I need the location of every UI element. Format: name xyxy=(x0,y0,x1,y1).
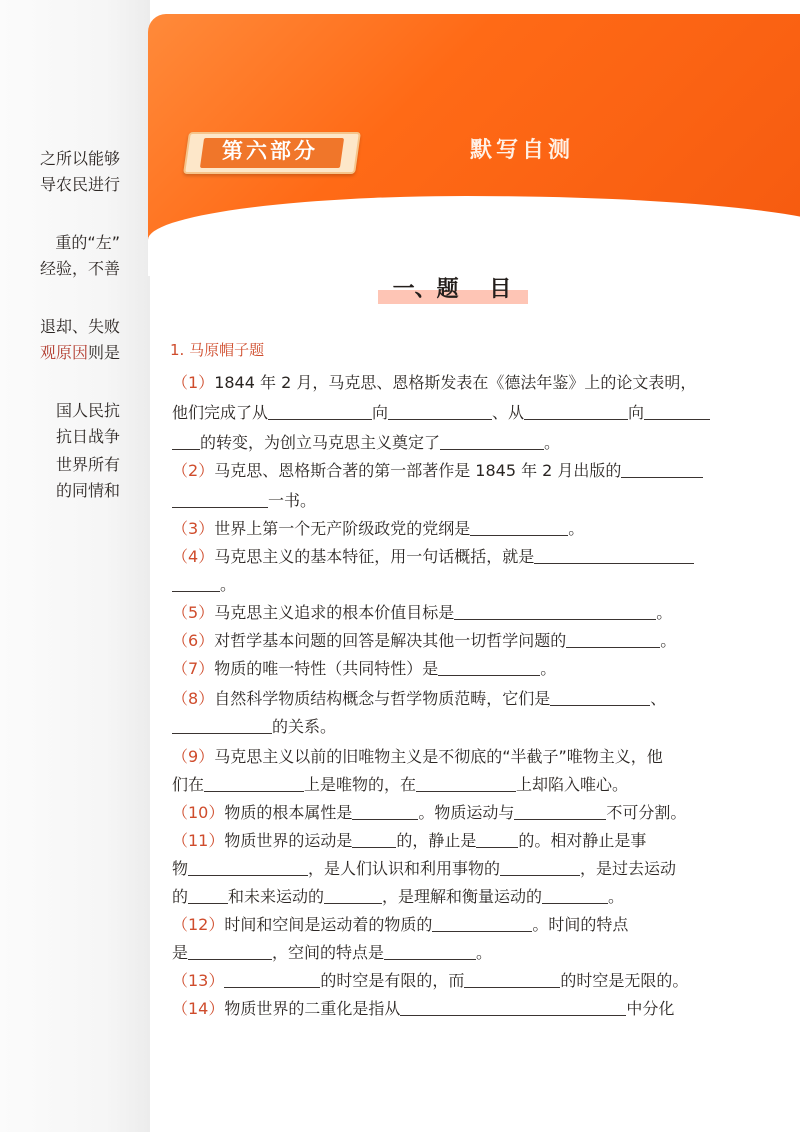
question-text: 。 xyxy=(660,631,677,650)
answer-blank[interactable] xyxy=(542,885,608,904)
question-text: 马克思主义追求的根本价值目标是 xyxy=(214,603,455,622)
answer-blank[interactable] xyxy=(172,431,200,450)
question-number: （13） xyxy=(172,971,225,990)
answer-blank[interactable] xyxy=(352,801,418,820)
question-line xyxy=(172,910,730,940)
question-line xyxy=(172,654,730,684)
bleed-red-text: 观原因 xyxy=(39,343,88,362)
question-text: 。 xyxy=(220,575,237,594)
answer-blank[interactable] xyxy=(566,629,660,648)
question-line xyxy=(172,882,730,912)
bleed-text-line: 国人民抗 xyxy=(55,401,120,420)
question-text: 物质世界的运动是 xyxy=(224,831,353,850)
answer-blank[interactable] xyxy=(644,401,710,420)
bleed-text-line: 退却、失败 xyxy=(39,317,120,336)
question-text: ，是理解和衡量运动的 xyxy=(382,887,543,906)
question-text: 。 xyxy=(608,887,625,906)
answer-blank[interactable] xyxy=(432,913,532,932)
question-text: 和未来运动的 xyxy=(228,887,325,906)
question-text: 马克思主义以前的旧唯物主义是不彻底的“半截子”唯物主义，他 xyxy=(214,747,663,766)
chapter-heading xyxy=(372,274,532,306)
answer-blank[interactable] xyxy=(454,601,656,620)
answer-blank[interactable] xyxy=(621,459,703,478)
bleed-text-line: 之所以能够 xyxy=(39,149,120,168)
question-text: 。 xyxy=(568,519,585,538)
question-number: （11） xyxy=(172,831,225,850)
answer-blank[interactable] xyxy=(188,857,308,876)
question-line xyxy=(172,826,730,856)
bleed-text-line: 的同情和 xyxy=(55,481,120,500)
question-text: 的转变，为创立马克思主义奠定了 xyxy=(200,433,441,452)
question-text: 物 xyxy=(172,859,189,878)
question-text: 。 xyxy=(544,433,561,452)
answer-blank[interactable] xyxy=(268,401,372,420)
question-line xyxy=(172,514,730,544)
answer-blank[interactable] xyxy=(464,969,560,988)
bleed-text-line: 重的“左” xyxy=(55,233,120,252)
question-text: 向 xyxy=(628,403,645,422)
question-text: 。 xyxy=(656,603,673,622)
question-line xyxy=(172,938,730,968)
question-text: 的关系。 xyxy=(272,717,337,736)
answer-blank[interactable] xyxy=(204,773,304,792)
question-text: 。 xyxy=(476,943,493,962)
question-line xyxy=(172,598,730,628)
question-text: 物质的唯一特性（共同特性）是 xyxy=(214,659,439,678)
question-text: 物质的根本属性是 xyxy=(224,803,353,822)
question-line xyxy=(172,742,730,772)
question-text: 中分化 xyxy=(626,999,675,1018)
question-text: 对哲学基本问题的回答是解决其他一切哲学问题的 xyxy=(214,631,567,650)
answer-blank[interactable] xyxy=(534,545,694,564)
question-text: 。 xyxy=(540,659,557,678)
question-text: 不可分割。 xyxy=(606,803,687,822)
answer-blank[interactable] xyxy=(524,401,628,420)
question-line xyxy=(172,398,730,428)
question-line xyxy=(172,684,730,714)
answer-blank[interactable] xyxy=(188,885,228,904)
question-text: 1844 年 2 月，马克思、恩格斯发表在《德法年鉴》上的论文表明， xyxy=(214,373,697,392)
banner-wave-edge xyxy=(148,196,800,276)
question-number: （2） xyxy=(172,461,215,480)
question-text: 一书。 xyxy=(268,491,317,510)
bleed-rest-text: 则是 xyxy=(87,343,120,362)
answer-blank[interactable] xyxy=(352,829,396,848)
bleed-text-line-mixed xyxy=(0,342,120,364)
question-text: ，是过去运动 xyxy=(580,859,677,878)
answer-blank[interactable] xyxy=(416,773,516,792)
part-label: 第六部分 xyxy=(222,139,318,163)
question-text: 。时间的特点 xyxy=(532,915,629,934)
question-text: 的时空是无限的。 xyxy=(560,971,689,990)
answer-blank[interactable] xyxy=(384,941,476,960)
question-text: 马克思主义的基本特征，用一句话概括，就是 xyxy=(214,547,535,566)
answer-blank[interactable] xyxy=(172,715,272,734)
answer-blank[interactable] xyxy=(470,517,568,536)
question-line xyxy=(172,770,730,800)
question-line xyxy=(172,994,730,1024)
bleed-text-line: 导农民进行 xyxy=(39,175,120,194)
question-line xyxy=(172,626,730,656)
question-number: （8） xyxy=(172,689,215,708)
question-number: （3） xyxy=(172,519,215,538)
question-text: 马克思、恩格斯合著的第一部著作是 1845 年 2 月出版的 xyxy=(214,461,622,480)
question-line xyxy=(172,798,730,828)
question-number: （10） xyxy=(172,803,225,822)
question-text: 。物质运动与 xyxy=(418,803,515,822)
bleed-text-line: 世界所有 xyxy=(55,455,120,474)
question-text: ，空间的特点是 xyxy=(272,943,385,962)
answer-blank[interactable] xyxy=(324,885,382,904)
question-line xyxy=(172,368,730,398)
previous-page-edge xyxy=(0,0,150,1132)
question-text: 上却陷入唯心。 xyxy=(516,775,629,794)
question-number: （12） xyxy=(172,915,225,934)
question-line xyxy=(172,486,730,516)
question-text: 的 xyxy=(172,887,189,906)
question-number: （7） xyxy=(172,659,215,678)
answer-blank[interactable] xyxy=(438,657,540,676)
answer-blank[interactable] xyxy=(388,401,492,420)
question-line xyxy=(172,428,730,458)
question-number: （14） xyxy=(172,999,225,1018)
question-line xyxy=(172,712,730,742)
question-text: ，是人们认识和利用事物的 xyxy=(308,859,501,878)
question-number: （9） xyxy=(172,747,215,766)
question-text: 是 xyxy=(172,943,189,962)
question-text: 时间和空间是运动着的物质的 xyxy=(224,915,433,934)
subsection-title: 1. 马原帽子题 xyxy=(170,341,265,359)
question-text: 、从 xyxy=(492,403,525,422)
heading-text: 一、题 目 xyxy=(392,277,512,302)
answer-blank[interactable] xyxy=(400,997,626,1016)
answer-blank[interactable] xyxy=(550,687,650,706)
answer-blank[interactable] xyxy=(172,489,268,508)
question-text: 们在 xyxy=(172,775,205,794)
section-title: 默写自测 xyxy=(470,138,575,163)
question-text: 向 xyxy=(372,403,389,422)
question-line xyxy=(172,854,730,884)
answer-blank[interactable] xyxy=(440,431,544,450)
question-line xyxy=(172,966,730,996)
question-text: 他们完成了从 xyxy=(172,403,269,422)
question-number: （1） xyxy=(172,373,215,392)
bleed-text-line: 经验，不善 xyxy=(39,259,120,278)
answer-blank[interactable] xyxy=(188,941,272,960)
question-text: 上是唯物的，在 xyxy=(304,775,417,794)
question-text: 、 xyxy=(650,689,667,708)
answer-blank[interactable] xyxy=(224,969,320,988)
question-text: 的时空是有限的，而 xyxy=(320,971,465,990)
question-number: （4） xyxy=(172,547,215,566)
answer-blank[interactable] xyxy=(172,573,220,592)
question-number: （5） xyxy=(172,603,215,622)
answer-blank[interactable] xyxy=(514,801,606,820)
question-text: 物质世界的二重化是指从 xyxy=(224,999,401,1018)
answer-blank[interactable] xyxy=(500,857,580,876)
question-text: 的，静止是 xyxy=(396,831,477,850)
question-line xyxy=(172,570,730,600)
question-text: 自然科学物质结构概念与哲学物质范畴，它们是 xyxy=(214,689,551,708)
bleed-text-line: 抗日战争 xyxy=(55,427,120,446)
answer-blank[interactable] xyxy=(476,829,518,848)
question-number: （6） xyxy=(172,631,215,650)
question-text: 的。相对静止是事 xyxy=(518,831,647,850)
question-line xyxy=(172,456,730,486)
question-text: 世界上第一个无产阶级政党的党纲是 xyxy=(214,519,471,538)
question-line xyxy=(172,542,730,572)
